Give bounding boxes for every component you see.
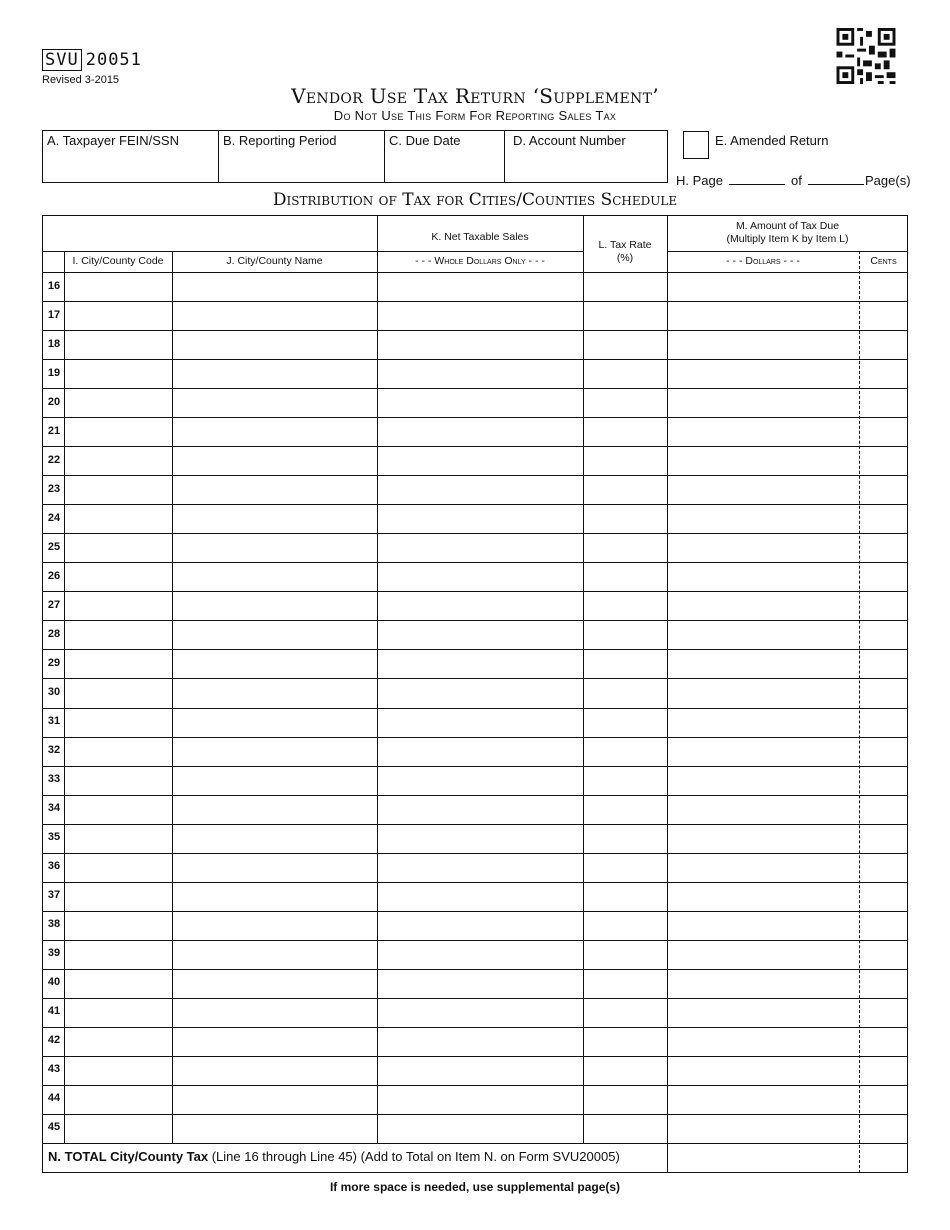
account-number-label: D. Account Number	[513, 133, 626, 148]
col-header-net-taxable-sales: K. Net Taxable Sales	[431, 231, 529, 243]
line-number: 45	[47, 1121, 61, 1134]
col-header-dollars: - - - Dollars - - -	[726, 255, 800, 267]
account-number-field[interactable]	[505, 131, 666, 182]
schedule-title: Distribution of Tax for Cities/Counties Schedule	[272, 190, 678, 210]
line-number: 37	[47, 889, 61, 902]
col-line-code	[172, 251, 173, 1143]
line-number: 35	[47, 831, 61, 844]
reporting-period-label: B. Reporting Period	[223, 133, 337, 148]
revised-date: Revised 3-2015	[42, 74, 120, 86]
line-number: 24	[47, 511, 61, 524]
col-header-cents: Cents	[870, 255, 897, 267]
fein-ssn-label: A. Taxpayer FEIN/SSN	[47, 133, 179, 148]
amended-return-checkbox[interactable]	[683, 131, 709, 159]
col-header-city-county-name: J. City/County Name	[226, 255, 323, 267]
line-number: 17	[47, 308, 61, 321]
line-number: 16	[47, 279, 61, 292]
line-number: 29	[47, 656, 61, 669]
form-code	[42, 50, 142, 70]
line-number: 41	[47, 1005, 61, 1018]
col-header-whole-dollars: - - - Whole Dollars Only - - -	[415, 255, 545, 267]
line-number: 43	[47, 1063, 61, 1076]
row-divider	[42, 766, 908, 767]
line-number: 23	[47, 482, 61, 495]
row-divider	[42, 446, 908, 447]
line-number: 18	[47, 337, 61, 350]
row-divider	[42, 649, 908, 650]
supplemental-note: If more space is needed, use supplemental page(s)	[329, 1180, 621, 1194]
form-code-number: 20051	[85, 50, 142, 70]
line-number: 33	[47, 773, 61, 786]
page-total-field[interactable]	[808, 174, 864, 185]
row-divider	[42, 824, 908, 825]
reporting-period-field[interactable]	[219, 131, 385, 182]
row-divider	[42, 504, 908, 505]
row-divider	[42, 533, 908, 534]
row-divider	[42, 969, 908, 970]
total-label-bold: N. TOTAL City/County Tax	[48, 1149, 209, 1164]
line-number: 28	[47, 627, 61, 640]
row-divider	[42, 591, 908, 592]
row-divider	[42, 388, 908, 389]
page-number-field[interactable]	[729, 174, 785, 185]
line-number: 42	[47, 1034, 61, 1047]
row-divider	[42, 359, 908, 360]
row-divider	[42, 940, 908, 941]
line-number: 39	[47, 947, 61, 960]
line-number: 21	[47, 424, 61, 437]
row-divider	[42, 795, 908, 796]
form-code-box: SVU	[42, 49, 82, 71]
line-number: 26	[47, 569, 61, 582]
row-divider	[42, 1027, 908, 1028]
total-city-county-tax-label	[48, 1149, 620, 1164]
pages-label: Page(s)	[865, 173, 911, 188]
fein-ssn-field[interactable]	[43, 131, 219, 182]
line-number: 25	[47, 540, 61, 553]
row-divider	[42, 475, 908, 476]
qr-code-icon	[836, 28, 896, 84]
line-number: 27	[47, 598, 61, 611]
form-subtitle: Do Not Use This Form For Reporting Sales Tax	[333, 108, 617, 123]
row-divider	[42, 330, 908, 331]
row-divider	[42, 1056, 908, 1057]
line-number: 44	[47, 1092, 61, 1105]
row-divider	[42, 678, 908, 679]
page-count-line	[676, 173, 870, 188]
line-number: 32	[47, 744, 61, 757]
col-line-cents	[859, 251, 860, 1173]
row-divider	[42, 417, 908, 418]
col-header-city-county-code: I. City/County Code	[72, 255, 164, 267]
header-divider	[42, 251, 377, 252]
col-header-amount-due-note: (Multiply Item K by Item L)	[726, 233, 849, 245]
header-divider	[377, 251, 583, 252]
row-divider	[42, 562, 908, 563]
form-title: Vendor Use Tax Return ‘Supplement’	[291, 84, 659, 108]
due-date-field[interactable]	[385, 131, 505, 182]
col-header-amount-due: M. Amount of Tax Due	[735, 220, 840, 232]
col-header-tax-rate: L. Tax Rate	[598, 239, 652, 251]
line-number: 31	[47, 715, 61, 728]
row-divider	[42, 301, 908, 302]
row-divider	[42, 853, 908, 854]
due-date-label: C. Due Date	[389, 133, 461, 148]
line-number: 40	[47, 976, 61, 989]
row-divider	[42, 911, 908, 912]
page-of-label: of	[790, 173, 802, 188]
row-divider	[42, 1085, 908, 1086]
row-divider	[42, 1114, 908, 1115]
col-header-tax-rate-unit: (%)	[616, 252, 634, 264]
line-number: 34	[47, 802, 61, 815]
line-number: 22	[47, 453, 61, 466]
col-line-number	[64, 251, 65, 1143]
row-divider	[42, 737, 908, 738]
row-divider	[42, 620, 908, 621]
header-divider	[667, 251, 908, 252]
taxpayer-info-box	[42, 130, 668, 183]
line-number: 36	[47, 860, 61, 873]
total-row-top-line	[42, 1143, 908, 1144]
line-number: 20	[47, 395, 61, 408]
total-label-note: (Line 16 through Line 45) (Add to Total on Item N. on Form SVU20005)	[208, 1149, 620, 1164]
line-number: 19	[47, 366, 61, 379]
row-divider	[42, 882, 908, 883]
line-number: 30	[47, 685, 61, 698]
row-divider	[42, 708, 908, 709]
line-number: 38	[47, 918, 61, 931]
row-divider	[42, 998, 908, 999]
amended-return-label: E. Amended Return	[715, 133, 829, 148]
page-label: H. Page	[676, 173, 723, 188]
